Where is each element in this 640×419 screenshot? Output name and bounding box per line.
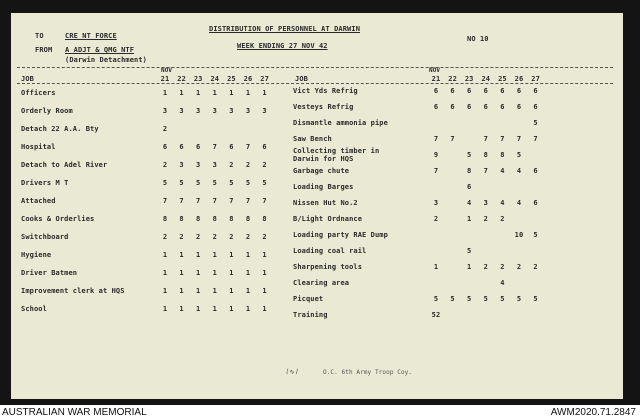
- left-day-header: 26: [243, 75, 253, 83]
- left-cell-value: 1: [196, 89, 201, 97]
- right-row-label: Clearing area: [293, 279, 350, 287]
- left-cell-value: 5: [262, 179, 267, 187]
- left-cell-value: 8: [179, 215, 184, 223]
- left-cell-value: 5: [212, 179, 217, 187]
- right-cell-value: 5: [533, 119, 538, 127]
- left-cell-value: 2: [196, 233, 201, 241]
- from-subtitle: (Darwin Detachment): [65, 56, 147, 64]
- right-cell-value: 6: [533, 87, 538, 95]
- left-cell-value: 2: [229, 161, 234, 169]
- left-cell-value: 3: [229, 107, 234, 115]
- right-cell-value: 5: [516, 151, 522, 159]
- left-row-label: Switchboard: [21, 233, 69, 241]
- left-cell-value: 2: [245, 161, 251, 169]
- right-cell-value: 5: [467, 295, 472, 303]
- left-cell-value: 1: [245, 269, 251, 277]
- left-cell-value: 3: [212, 107, 217, 115]
- left-cell-value: 1: [229, 251, 234, 259]
- left-cell-value: 7: [229, 197, 234, 205]
- to-value: CRE NT FORCE: [65, 32, 117, 40]
- left-cell-value: 7: [212, 197, 217, 205]
- right-row-label: Loading coal rail: [293, 247, 367, 255]
- left-cell-value: 1: [196, 269, 201, 277]
- right-cell-value: 4: [516, 199, 522, 207]
- left-row-label: Hygiene: [21, 251, 52, 259]
- right-cell-value: 6: [467, 87, 472, 95]
- left-cell-value: 6: [262, 143, 267, 151]
- right-cell-value: 4: [500, 199, 505, 207]
- right-cell-value: 7: [483, 135, 488, 143]
- left-cell-value: 6: [179, 143, 184, 151]
- to-label: TO: [35, 32, 44, 40]
- left-row-label: Attached: [21, 197, 56, 205]
- right-cell-value: 7: [533, 135, 538, 143]
- right-row-label: Sharpening tools: [293, 263, 363, 271]
- left-cell-value: 7: [245, 197, 251, 205]
- left-cell-value: 8: [262, 215, 267, 223]
- right-row-label: Loading Barges: [293, 183, 354, 191]
- right-cell-value: 6: [516, 103, 522, 111]
- left-row-label: Officers: [21, 89, 56, 97]
- right-cell-value: 5: [533, 295, 538, 303]
- left-cell-value: 3: [179, 161, 184, 169]
- left-job-header: JOB: [21, 75, 34, 83]
- left-cell-value: 7: [262, 197, 267, 205]
- left-cell-value: 1: [245, 89, 251, 97]
- left-cell-value: 1: [229, 305, 234, 313]
- left-day-header: 22: [177, 75, 186, 83]
- document-subtitle: WEEK ENDING 27 NOV 42: [237, 42, 328, 50]
- right-cell-value: 9: [433, 151, 439, 159]
- right-cell-value: 5: [467, 247, 472, 255]
- right-day-header: 26: [514, 75, 524, 83]
- right-cell-value: 6: [516, 87, 522, 95]
- right-cell-value: 6: [483, 103, 488, 111]
- right-cell-value: 2: [483, 215, 488, 223]
- left-nov-label: NOV: [161, 67, 173, 74]
- right-row-label: Picquet: [293, 295, 324, 303]
- right-cell-value: 7: [433, 167, 439, 175]
- left-row-label: Hospital: [21, 143, 56, 151]
- document-number: NO 10: [467, 35, 489, 43]
- right-cell-value: 4: [500, 279, 505, 287]
- right-cell-value: 2: [516, 263, 522, 271]
- left-cell-value: 1: [179, 251, 184, 259]
- left-day-header: 27: [260, 75, 269, 83]
- left-cell-value: 1: [196, 305, 201, 313]
- right-cell-value: 3: [433, 199, 439, 207]
- left-row-label: Detach to Adel River: [21, 161, 108, 169]
- right-cell-value: 7: [500, 135, 505, 143]
- header-rule-bottom: [17, 83, 613, 84]
- left-cell-value: 2: [179, 233, 184, 241]
- right-cell-value: 7: [433, 135, 439, 143]
- left-cell-value: 3: [196, 107, 201, 115]
- left-cell-value: 5: [229, 179, 234, 187]
- left-cell-value: 6: [196, 143, 201, 151]
- right-cell-value: 6: [500, 103, 505, 111]
- right-row-label: Collecting timber in Darwin for HQS: [293, 147, 380, 163]
- left-cell-value: 1: [245, 305, 251, 313]
- right-cell-value: 52: [431, 311, 441, 319]
- right-cell-value: 1: [467, 263, 472, 271]
- left-cell-value: 1: [262, 305, 267, 313]
- left-row-label: School: [21, 305, 47, 313]
- right-cell-value: 6: [433, 87, 439, 95]
- right-cell-value: 5: [433, 295, 439, 303]
- right-row-label: Garbage chute: [293, 167, 350, 175]
- left-cell-value: 8: [196, 215, 201, 223]
- left-cell-value: 1: [245, 287, 251, 295]
- right-nov-label: NOV: [429, 67, 441, 74]
- right-cell-value: 6: [450, 103, 455, 111]
- left-row-label: Cooks & Orderlies: [21, 215, 95, 223]
- left-row-label: Drivers M T: [21, 179, 69, 187]
- right-row-label: Training: [293, 311, 328, 319]
- right-row-label: Vesteys Refrig: [293, 103, 354, 111]
- left-cell-value: 1: [162, 269, 168, 277]
- from-value: A ADJT & QMG NTF: [65, 46, 135, 54]
- left-cell-value: 5: [179, 179, 184, 187]
- right-cell-value: 6: [483, 87, 488, 95]
- left-cell-value: 8: [229, 215, 234, 223]
- right-day-header: 24: [481, 75, 491, 83]
- right-cell-value: 6: [467, 103, 472, 111]
- right-cell-value: 2: [533, 263, 538, 271]
- signature-caption: O.C. 6th Army Troop Coy.: [323, 369, 413, 376]
- right-day-header: 22: [448, 75, 457, 83]
- right-cell-value: 3: [483, 199, 488, 207]
- right-cell-value: 2: [433, 215, 439, 223]
- left-cell-value: 1: [229, 287, 234, 295]
- right-cell-value: 4: [516, 167, 522, 175]
- left-cell-value: 2: [229, 233, 234, 241]
- right-cell-value: 6: [533, 199, 538, 207]
- left-cell-value: 1: [212, 89, 217, 97]
- right-day-header: 27: [531, 75, 540, 83]
- left-cell-value: 1: [162, 89, 168, 97]
- left-cell-value: 2: [245, 233, 251, 241]
- right-cell-value: 8: [483, 151, 488, 159]
- right-job-header: JOB: [295, 75, 308, 83]
- document-title: DISTRIBUTION OF PERSONNEL AT DARWIN: [209, 25, 361, 33]
- left-cell-value: 1: [212, 269, 217, 277]
- left-row-label: Driver Batmen: [21, 269, 78, 277]
- left-cell-value: 1: [262, 251, 267, 259]
- left-cell-value: 5: [196, 179, 201, 187]
- left-cell-value: 7: [245, 143, 251, 151]
- left-cell-value: 3: [162, 107, 168, 115]
- left-cell-value: 1: [162, 251, 168, 259]
- left-cell-value: 3: [196, 161, 201, 169]
- left-cell-value: 1: [229, 89, 234, 97]
- left-cell-value: 8: [212, 215, 217, 223]
- left-cell-value: 7: [162, 197, 168, 205]
- right-cell-value: 6: [450, 87, 455, 95]
- right-day-header: 21: [431, 75, 441, 83]
- left-cell-value: 3: [212, 161, 217, 169]
- right-cell-value: 10: [514, 231, 524, 239]
- right-cell-value: 7: [483, 167, 488, 175]
- left-cell-value: 5: [245, 179, 251, 187]
- left-cell-value: 1: [162, 305, 168, 313]
- footer-right-text: AWM2020.71.2847: [550, 407, 636, 418]
- left-cell-value: 1: [196, 251, 201, 259]
- left-cell-value: 2: [262, 161, 267, 169]
- right-cell-value: 2: [483, 263, 488, 271]
- right-row-label: B/Light Ordnance: [293, 215, 363, 223]
- right-cell-value: 6: [500, 87, 505, 95]
- left-cell-value: 2: [162, 125, 168, 133]
- left-cell-value: 1: [179, 269, 184, 277]
- left-day-header: 21: [160, 75, 170, 83]
- left-cell-value: 1: [212, 305, 217, 313]
- left-cell-value: 2: [262, 233, 267, 241]
- left-cell-value: 1: [179, 287, 184, 295]
- signature-scrawl: ⌇∿⌇: [285, 368, 299, 376]
- left-cell-value: 3: [245, 107, 251, 115]
- right-day-header: 25: [498, 75, 507, 83]
- left-cell-value: 1: [212, 251, 217, 259]
- right-cell-value: 4: [467, 199, 472, 207]
- from-label: FROM: [35, 46, 53, 54]
- left-cell-value: 3: [262, 107, 267, 115]
- left-row-label: Detach 22 A.A. Bty: [21, 125, 99, 133]
- left-cell-value: 6: [162, 143, 168, 151]
- right-day-header: 23: [464, 75, 474, 83]
- right-row-label: Loading party RAE Dump: [293, 231, 388, 239]
- right-cell-value: 4: [500, 167, 505, 175]
- right-cell-value: 5: [533, 231, 538, 239]
- left-row-label: Orderly Room: [21, 107, 73, 115]
- left-cell-value: 1: [262, 287, 267, 295]
- right-cell-value: 8: [467, 167, 472, 175]
- right-cell-value: 5: [467, 151, 472, 159]
- left-cell-value: 1: [162, 287, 168, 295]
- left-cell-value: 2: [212, 233, 217, 241]
- right-cell-value: 5: [516, 295, 522, 303]
- left-cell-value: 7: [212, 143, 217, 151]
- right-row-label: Saw Bench: [293, 135, 332, 143]
- right-cell-value: 2: [500, 215, 505, 223]
- right-cell-value: 7: [450, 135, 455, 143]
- left-cell-value: 8: [162, 215, 168, 223]
- right-cell-value: 8: [500, 151, 505, 159]
- left-cell-value: 8: [245, 215, 251, 223]
- left-cell-value: 7: [179, 197, 184, 205]
- right-cell-value: 5: [450, 295, 455, 303]
- right-cell-value: 7: [516, 135, 522, 143]
- left-cell-value: 1: [196, 287, 201, 295]
- right-cell-value: 1: [467, 215, 472, 223]
- left-cell-value: 5: [162, 179, 168, 187]
- right-row-label: Vict Yds Refrig: [293, 87, 358, 95]
- right-row-label: Nissen Hut No.2: [293, 199, 358, 207]
- left-cell-value: 1: [212, 287, 217, 295]
- left-cell-value: 1: [179, 305, 184, 313]
- left-cell-value: 1: [179, 89, 184, 97]
- left-day-header: 25: [227, 75, 236, 83]
- left-day-header: 24: [210, 75, 220, 83]
- archive-footer: [0, 405, 640, 419]
- header-rule-top: [17, 67, 613, 68]
- left-cell-value: 2: [162, 233, 168, 241]
- right-row-label: Dismantle ammonia pipe: [293, 119, 388, 127]
- left-day-header: 23: [193, 75, 203, 83]
- left-cell-value: 1: [262, 269, 267, 277]
- right-cell-value: 6: [433, 103, 439, 111]
- left-cell-value: 6: [229, 143, 234, 151]
- footer-left-text: AUSTRALIAN WAR MEMORIAL: [2, 407, 147, 418]
- left-cell-value: 3: [179, 107, 184, 115]
- left-row-label: Improvement clerk at HQS: [21, 287, 125, 295]
- right-cell-value: 6: [533, 103, 538, 111]
- right-cell-value: 6: [467, 183, 472, 191]
- right-cell-value: 6: [533, 167, 538, 175]
- document-page: [11, 13, 623, 399]
- left-cell-value: 2: [162, 161, 168, 169]
- left-cell-value: 1: [262, 89, 267, 97]
- left-cell-value: 7: [196, 197, 201, 205]
- right-cell-value: 5: [483, 295, 488, 303]
- left-cell-value: 1: [245, 251, 251, 259]
- left-cell-value: 1: [229, 269, 234, 277]
- right-cell-value: 1: [433, 263, 439, 271]
- right-cell-value: 5: [500, 295, 505, 303]
- right-cell-value: 2: [500, 263, 505, 271]
